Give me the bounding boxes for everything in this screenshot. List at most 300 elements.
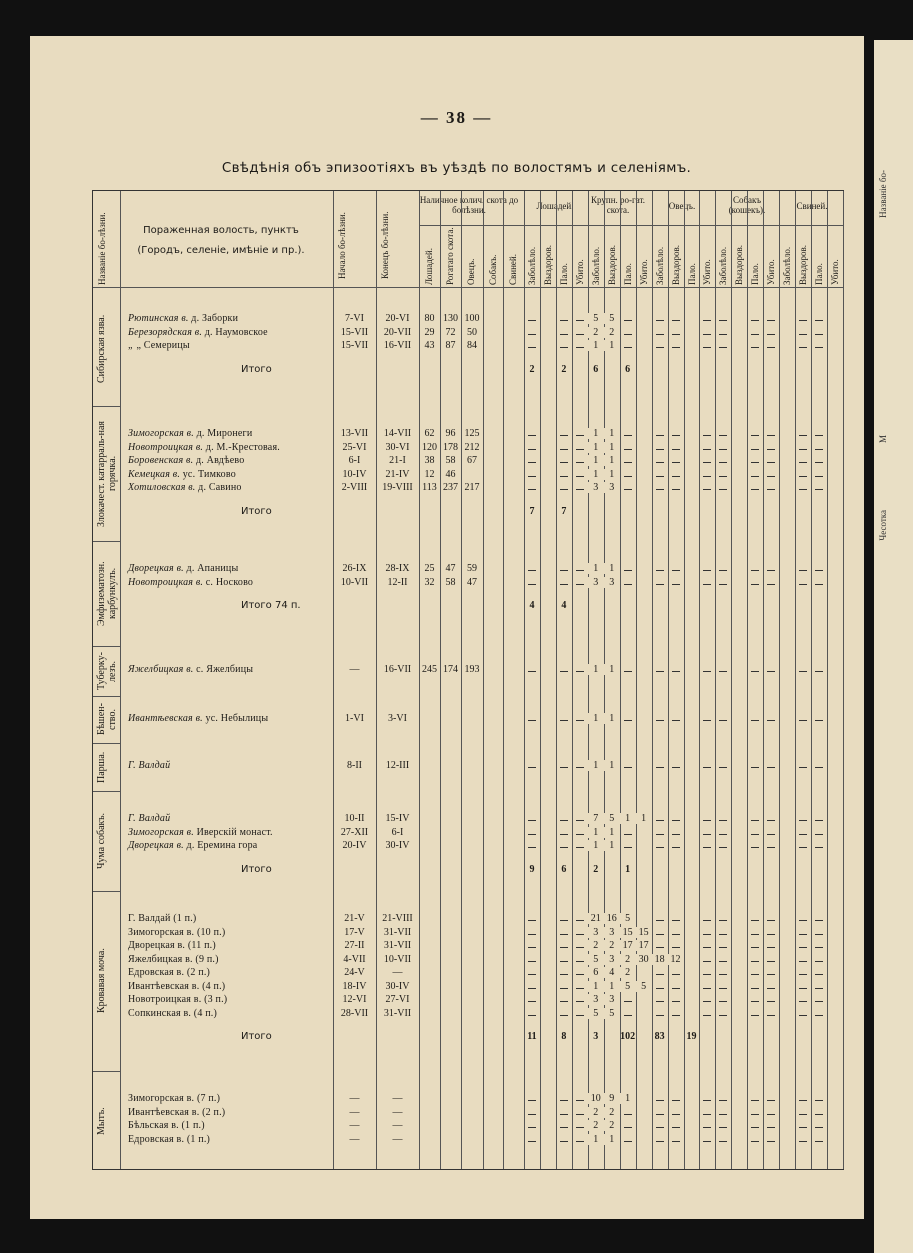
stat-value: 5: [636, 981, 652, 992]
place-name: [128, 927, 225, 938]
empty-cell-dash: [751, 1015, 759, 1016]
total-value: 3: [593, 1031, 599, 1042]
empty-cell-dash: [703, 1100, 711, 1101]
empty-cell-dash: [528, 347, 536, 348]
empty-cell-dash: [528, 489, 536, 490]
end-date: 10-VII: [383, 953, 412, 965]
empty-cell-dash: [703, 820, 711, 821]
empty-cell-dash: [703, 934, 711, 935]
empty-cell-dash: [576, 334, 584, 335]
place-name: [128, 1120, 205, 1131]
empty-cell-dash: [767, 1015, 775, 1016]
header-stat-sub: Заболѣло.: [718, 246, 729, 285]
section-divider: [93, 743, 120, 744]
start-date: 12-VI: [342, 994, 367, 1005]
empty-cell-dash: [767, 435, 775, 436]
settlement-name: с. Носково: [203, 576, 254, 588]
empty-cell-dash: [528, 320, 536, 321]
district-name: „: [128, 340, 134, 351]
next-page-label: Чесотка: [878, 510, 888, 541]
header-start: Начало бо-лѣзни.: [337, 212, 347, 279]
empty-cell-dash: [560, 347, 568, 348]
header-stat-sub: Заболѣло.: [782, 246, 793, 285]
start-date: 1-VI: [345, 712, 364, 724]
stat-value: 9: [604, 1093, 620, 1104]
empty-cell-dash: [624, 847, 632, 848]
empty-cell-dash: [719, 847, 727, 848]
place-name: [128, 563, 238, 574]
settlement-name: д. Авдѣево: [193, 455, 245, 466]
header-livestock-sub: Свиней.: [508, 254, 518, 285]
empty-cell-dash: [656, 920, 664, 921]
header-disease: Названіе бо-лѣзни.: [97, 212, 107, 285]
empty-cell-dash: [719, 1100, 727, 1101]
empty-cell-dash: [656, 1100, 664, 1101]
district-name: Зимогорская в.: [128, 826, 194, 838]
place-name: [128, 813, 170, 824]
start-date: —: [349, 1133, 360, 1145]
empty-cell-dash: [719, 920, 727, 921]
district-name: Яжелбицкая в.: [128, 664, 194, 675]
stat-value: 2: [620, 967, 636, 978]
empty-cell-dash: [656, 934, 664, 935]
empty-cell-dash: [799, 974, 807, 975]
end-date: 16-VII: [383, 340, 412, 351]
count-cattle: 58: [445, 576, 456, 588]
start-date: 21-V: [344, 913, 365, 924]
section-divider: [93, 791, 120, 792]
page-title: Свѣдѣнія объ эпизоотіяхъ въ уѣздѣ по волостямъ и селеніямъ.: [221, 160, 692, 176]
empty-cell-dash: [815, 988, 823, 989]
empty-cell-dash: [799, 1127, 807, 1128]
empty-cell-dash: [528, 767, 536, 768]
settlement-name: Г. Валдай (1 п.): [128, 913, 197, 924]
next-page-label: М: [878, 435, 888, 444]
empty-cell-dash: [767, 449, 775, 450]
empty-cell-dash: [767, 1114, 775, 1115]
end-date: 27-VI: [385, 994, 410, 1005]
total-value: 9: [529, 863, 535, 875]
stat-value: 1: [604, 455, 620, 466]
stat-value: 1: [588, 664, 604, 675]
empty-cell-dash: [767, 334, 775, 335]
empty-cell-dash: [672, 820, 680, 821]
empty-cell-dash: [767, 988, 775, 989]
empty-cell-dash: [719, 476, 727, 477]
section-divider: [93, 406, 120, 407]
empty-cell-dash: [719, 1015, 727, 1016]
empty-cell-dash: [656, 347, 664, 348]
start-date: 20-IV: [342, 840, 367, 851]
empty-cell-dash: [672, 449, 680, 450]
empty-cell-dash: [672, 720, 680, 721]
stat-value: 5: [620, 981, 636, 992]
column-divider: [652, 191, 653, 1169]
empty-cell-dash: [751, 920, 759, 921]
empty-cell-dash: [656, 720, 664, 721]
stat-value: 1: [588, 563, 604, 574]
stat-value: 1: [604, 840, 620, 851]
empty-cell-dash: [576, 462, 584, 463]
column-divider: [419, 191, 420, 1169]
district-name: Г. Валдай: [128, 760, 171, 771]
place-name: [128, 577, 253, 588]
count-horses: 29: [424, 326, 435, 338]
settlement-name: ус. Тимково: [180, 468, 236, 480]
count-horses: 113: [422, 482, 437, 493]
empty-cell-dash: [815, 847, 823, 848]
end-date: 30-IV: [385, 980, 410, 992]
empty-cell-dash: [576, 347, 584, 348]
end-date: 19-VIII: [382, 482, 413, 493]
count-cattle: 237: [443, 482, 458, 493]
empty-cell-dash: [751, 1127, 759, 1128]
stat-value: 6: [588, 967, 604, 978]
empty-cell-dash: [799, 947, 807, 948]
empty-cell-dash: [799, 767, 807, 768]
end-date: 20-VII: [383, 326, 412, 338]
header-stat-sub: Убито.: [574, 259, 585, 285]
header-livestock-sub: Рогатаго скота.: [445, 227, 455, 285]
empty-cell-dash: [528, 1001, 536, 1002]
empty-cell-dash: [703, 1015, 711, 1016]
empty-cell-dash: [672, 476, 680, 477]
empty-cell-dash: [799, 720, 807, 721]
settlement-name: „ Семерицы: [133, 340, 190, 351]
empty-cell-dash: [719, 320, 727, 321]
stat-value: 17: [620, 940, 636, 951]
stat-value: 2: [604, 1120, 620, 1131]
empty-cell-dash: [799, 449, 807, 450]
empty-cell-dash: [799, 847, 807, 848]
empty-cell-dash: [719, 347, 727, 348]
district-name: Дворецкая в.: [128, 563, 184, 574]
total-value: 102: [620, 1031, 636, 1042]
count-horses: 43: [424, 340, 435, 351]
count-cattle: 46: [445, 468, 456, 480]
empty-cell-dash: [815, 1127, 823, 1128]
empty-cell-dash: [719, 449, 727, 450]
empty-cell-dash: [560, 974, 568, 975]
total-value: 7: [561, 505, 567, 517]
empty-cell-dash: [528, 584, 536, 585]
place-name: [128, 981, 225, 992]
column-divider: [699, 191, 700, 1169]
stat-value: 21: [588, 913, 604, 924]
stat-value: 2: [604, 327, 620, 338]
total-value: 8: [561, 1031, 567, 1042]
start-date: 8-II: [347, 760, 362, 771]
empty-cell-dash: [624, 767, 632, 768]
stat-value: 3: [588, 994, 604, 1005]
start-date: 25-VI: [342, 441, 367, 453]
start-date: —: [349, 1120, 360, 1131]
empty-cell-dash: [719, 961, 727, 962]
empty-cell-dash: [815, 934, 823, 935]
empty-cell-dash: [656, 947, 664, 948]
header-end: Конецъ бо-лѣзни.: [380, 211, 390, 279]
end-date: 21-I: [389, 455, 406, 466]
column-divider: [843, 191, 844, 1169]
total-value: 2: [561, 363, 567, 375]
empty-cell-dash: [719, 767, 727, 768]
empty-cell-dash: [799, 476, 807, 477]
count-horses: 80: [424, 313, 435, 324]
empty-cell-dash: [528, 435, 536, 436]
settlement-name: Сопкинская в. (4 п.): [128, 1007, 217, 1019]
empty-cell-dash: [751, 462, 759, 463]
empty-cell-dash: [560, 334, 568, 335]
empty-cell-dash: [656, 435, 664, 436]
empty-cell-dash: [656, 974, 664, 975]
empty-cell-dash: [815, 767, 823, 768]
column-divider: [461, 191, 462, 1169]
stat-value: 1: [620, 1093, 636, 1104]
total-value: 19: [686, 1031, 697, 1042]
settlement-name: Зимогорская в. (7 п.): [128, 1093, 221, 1104]
header-livestock: Наличное колич. скота до болѣзни.: [419, 195, 519, 215]
empty-cell-dash: [672, 320, 680, 321]
empty-cell-dash: [576, 834, 584, 835]
count-cattle: 72: [445, 326, 456, 338]
stat-value: 5: [588, 313, 604, 324]
end-date: 12-III: [385, 760, 410, 771]
count-sheep: 59: [467, 563, 477, 574]
start-date: 24-V: [344, 967, 365, 978]
disease-name: Кровавая моча.: [96, 948, 107, 1014]
start-date: 17-V: [344, 926, 365, 938]
stat-value: 1: [588, 713, 604, 724]
count-sheep: 67: [467, 455, 477, 466]
start-date: 10-II: [344, 813, 365, 824]
stat-value: 1: [604, 442, 620, 453]
empty-cell-dash: [767, 570, 775, 571]
column-divider: [763, 191, 764, 1169]
empty-cell-dash: [703, 320, 711, 321]
empty-cell-dash: [703, 834, 711, 835]
empty-cell-dash: [624, 1141, 632, 1142]
empty-cell-dash: [815, 834, 823, 835]
stat-value: 2: [588, 940, 604, 951]
column-divider: [503, 191, 504, 1169]
empty-cell-dash: [528, 720, 536, 721]
header-cattle: Крупн. ро-гат. скота.: [591, 195, 645, 215]
empty-cell-dash: [799, 462, 807, 463]
empty-cell-dash: [767, 462, 775, 463]
stat-value: 3: [588, 482, 604, 493]
empty-cell-dash: [751, 435, 759, 436]
empty-cell-dash: [656, 462, 664, 463]
empty-cell-dash: [751, 320, 759, 321]
end-date: 6-I: [391, 826, 404, 838]
empty-cell-dash: [815, 334, 823, 335]
empty-cell-dash: [799, 570, 807, 571]
count-sheep: 193: [464, 664, 480, 675]
empty-cell-dash: [799, 1015, 807, 1016]
stat-value: 1: [588, 340, 604, 351]
empty-cell-dash: [576, 1100, 584, 1101]
empty-cell-dash: [751, 947, 759, 948]
settlement-name: Ивантѣевская в. (2 п.): [128, 1106, 226, 1118]
empty-cell-dash: [528, 920, 536, 921]
header-horses: Лошадей.: [536, 201, 574, 211]
empty-cell-dash: [624, 489, 632, 490]
empty-cell-dash: [815, 476, 823, 477]
empty-cell-dash: [719, 720, 727, 721]
empty-cell-dash: [703, 847, 711, 848]
empty-cell-dash: [799, 1114, 807, 1115]
stat-value: 5: [604, 313, 620, 324]
empty-cell-dash: [719, 584, 727, 585]
stat-value: 15: [636, 927, 652, 938]
district-name: Ивантѣевская в.: [128, 712, 203, 724]
stat-value: 3: [604, 954, 620, 965]
end-date: 31-VII: [383, 1007, 412, 1019]
settlement-name: д. Савино: [195, 482, 242, 493]
empty-cell-dash: [672, 334, 680, 335]
header-sheep: Овецъ.: [668, 201, 696, 211]
count-horses: 25: [424, 563, 435, 574]
header-place: Пораженная волость, пунктъ: [143, 225, 299, 236]
total-value: 6: [561, 863, 567, 875]
empty-cell-dash: [576, 974, 584, 975]
district-name: Березорядская в.: [128, 326, 203, 338]
total-value: 4: [529, 600, 535, 611]
empty-cell-dash: [528, 947, 536, 948]
place-name: [128, 760, 170, 771]
stat-value: 1: [604, 340, 620, 351]
empty-cell-dash: [719, 947, 727, 948]
empty-cell-dash: [767, 920, 775, 921]
empty-cell-dash: [719, 988, 727, 989]
empty-cell-dash: [560, 570, 568, 571]
empty-cell-dash: [799, 961, 807, 962]
empty-cell-dash: [703, 489, 711, 490]
empty-cell-dash: [703, 570, 711, 571]
empty-cell-dash: [767, 1001, 775, 1002]
stat-value: 3: [588, 577, 604, 588]
column-divider: [731, 191, 732, 1169]
empty-cell-dash: [703, 974, 711, 975]
place-name: [128, 1093, 220, 1104]
empty-cell-dash: [703, 1127, 711, 1128]
total-label: Итого: [241, 363, 272, 375]
empty-cell-dash: [719, 489, 727, 490]
empty-cell-dash: [751, 476, 759, 477]
count-cattle: 47: [445, 563, 456, 574]
settlement-name: д. Апаницы: [183, 563, 239, 574]
empty-cell-dash: [703, 1141, 711, 1142]
empty-cell-dash: [560, 489, 568, 490]
empty-cell-dash: [528, 934, 536, 935]
empty-cell-dash: [719, 974, 727, 975]
start-date: —: [349, 1106, 360, 1118]
empty-cell-dash: [624, 462, 632, 463]
end-date: 12-II: [387, 576, 408, 588]
empty-cell-dash: [703, 462, 711, 463]
stat-value: 1: [588, 469, 604, 480]
empty-cell-dash: [703, 435, 711, 436]
empty-cell-dash: [560, 462, 568, 463]
disease-name: Злокачест. катарраль-ная горячка.: [96, 420, 118, 527]
empty-cell-dash: [560, 820, 568, 821]
empty-cell-dash: [576, 671, 584, 672]
stat-value: 3: [604, 482, 620, 493]
empty-cell-dash: [656, 584, 664, 585]
empty-cell-dash: [799, 584, 807, 585]
start-date: 10-VII: [340, 576, 369, 588]
end-date: 28-IX: [385, 563, 410, 574]
start-date: 7-VI: [345, 313, 364, 324]
empty-cell-dash: [719, 435, 727, 436]
stat-value: 1: [604, 664, 620, 675]
empty-cell-dash: [767, 947, 775, 948]
empty-cell-dash: [560, 584, 568, 585]
empty-cell-dash: [815, 947, 823, 948]
empty-cell-dash: [703, 720, 711, 721]
empty-cell-dash: [767, 974, 775, 975]
header-stat-sub: Заболѣло.: [527, 246, 537, 285]
settlement-name: Ивантѣевская в. (4 п.): [128, 980, 226, 992]
district-name: Новотроицкая в.: [128, 576, 204, 588]
end-date: 21-IV: [385, 468, 410, 480]
stat-value: 1: [604, 428, 620, 439]
stat-value: 1: [588, 981, 604, 992]
stat-value: 5: [604, 1008, 620, 1019]
empty-cell-dash: [672, 767, 680, 768]
empty-cell-dash: [528, 974, 536, 975]
settlement-name: д. Наумовское: [202, 326, 268, 338]
place-name: [128, 713, 268, 724]
empty-cell-dash: [703, 920, 711, 921]
column-divider: [668, 191, 669, 1169]
header-stat-sub: Выздоров.: [542, 244, 553, 285]
place-name: [128, 1134, 210, 1145]
column-divider: [620, 191, 621, 1169]
place-name: [128, 313, 238, 324]
total-label: Итого 74 п.: [241, 600, 301, 611]
empty-cell-dash: [703, 988, 711, 989]
empty-cell-dash: [528, 1127, 536, 1128]
start-date: 26-IX: [342, 563, 367, 574]
empty-cell-dash: [719, 1114, 727, 1115]
district-name: Зимогорская в.: [128, 428, 194, 439]
empty-cell-dash: [672, 1100, 680, 1101]
stat-value: 17: [636, 940, 652, 951]
empty-cell-dash: [560, 847, 568, 848]
column-divider: [747, 191, 748, 1169]
empty-cell-dash: [576, 1001, 584, 1002]
stat-value: 1: [604, 760, 620, 771]
end-date: —: [392, 1093, 403, 1104]
end-date: 15-IV: [385, 813, 410, 824]
stat-value: 2: [588, 327, 604, 338]
empty-cell-dash: [799, 920, 807, 921]
stat-value: 10: [588, 1093, 604, 1104]
stat-value: 5: [588, 954, 604, 965]
column-divider: [540, 191, 541, 1169]
empty-cell-dash: [624, 449, 632, 450]
column-divider: [556, 191, 557, 1169]
empty-cell-dash: [624, 476, 632, 477]
end-date: 14-VII: [383, 428, 412, 439]
empty-cell-dash: [672, 1015, 680, 1016]
stat-value: 1: [636, 813, 652, 824]
empty-cell-dash: [576, 570, 584, 571]
count-horses: 245: [422, 664, 437, 675]
column-divider: [483, 191, 484, 1169]
empty-cell-dash: [815, 671, 823, 672]
